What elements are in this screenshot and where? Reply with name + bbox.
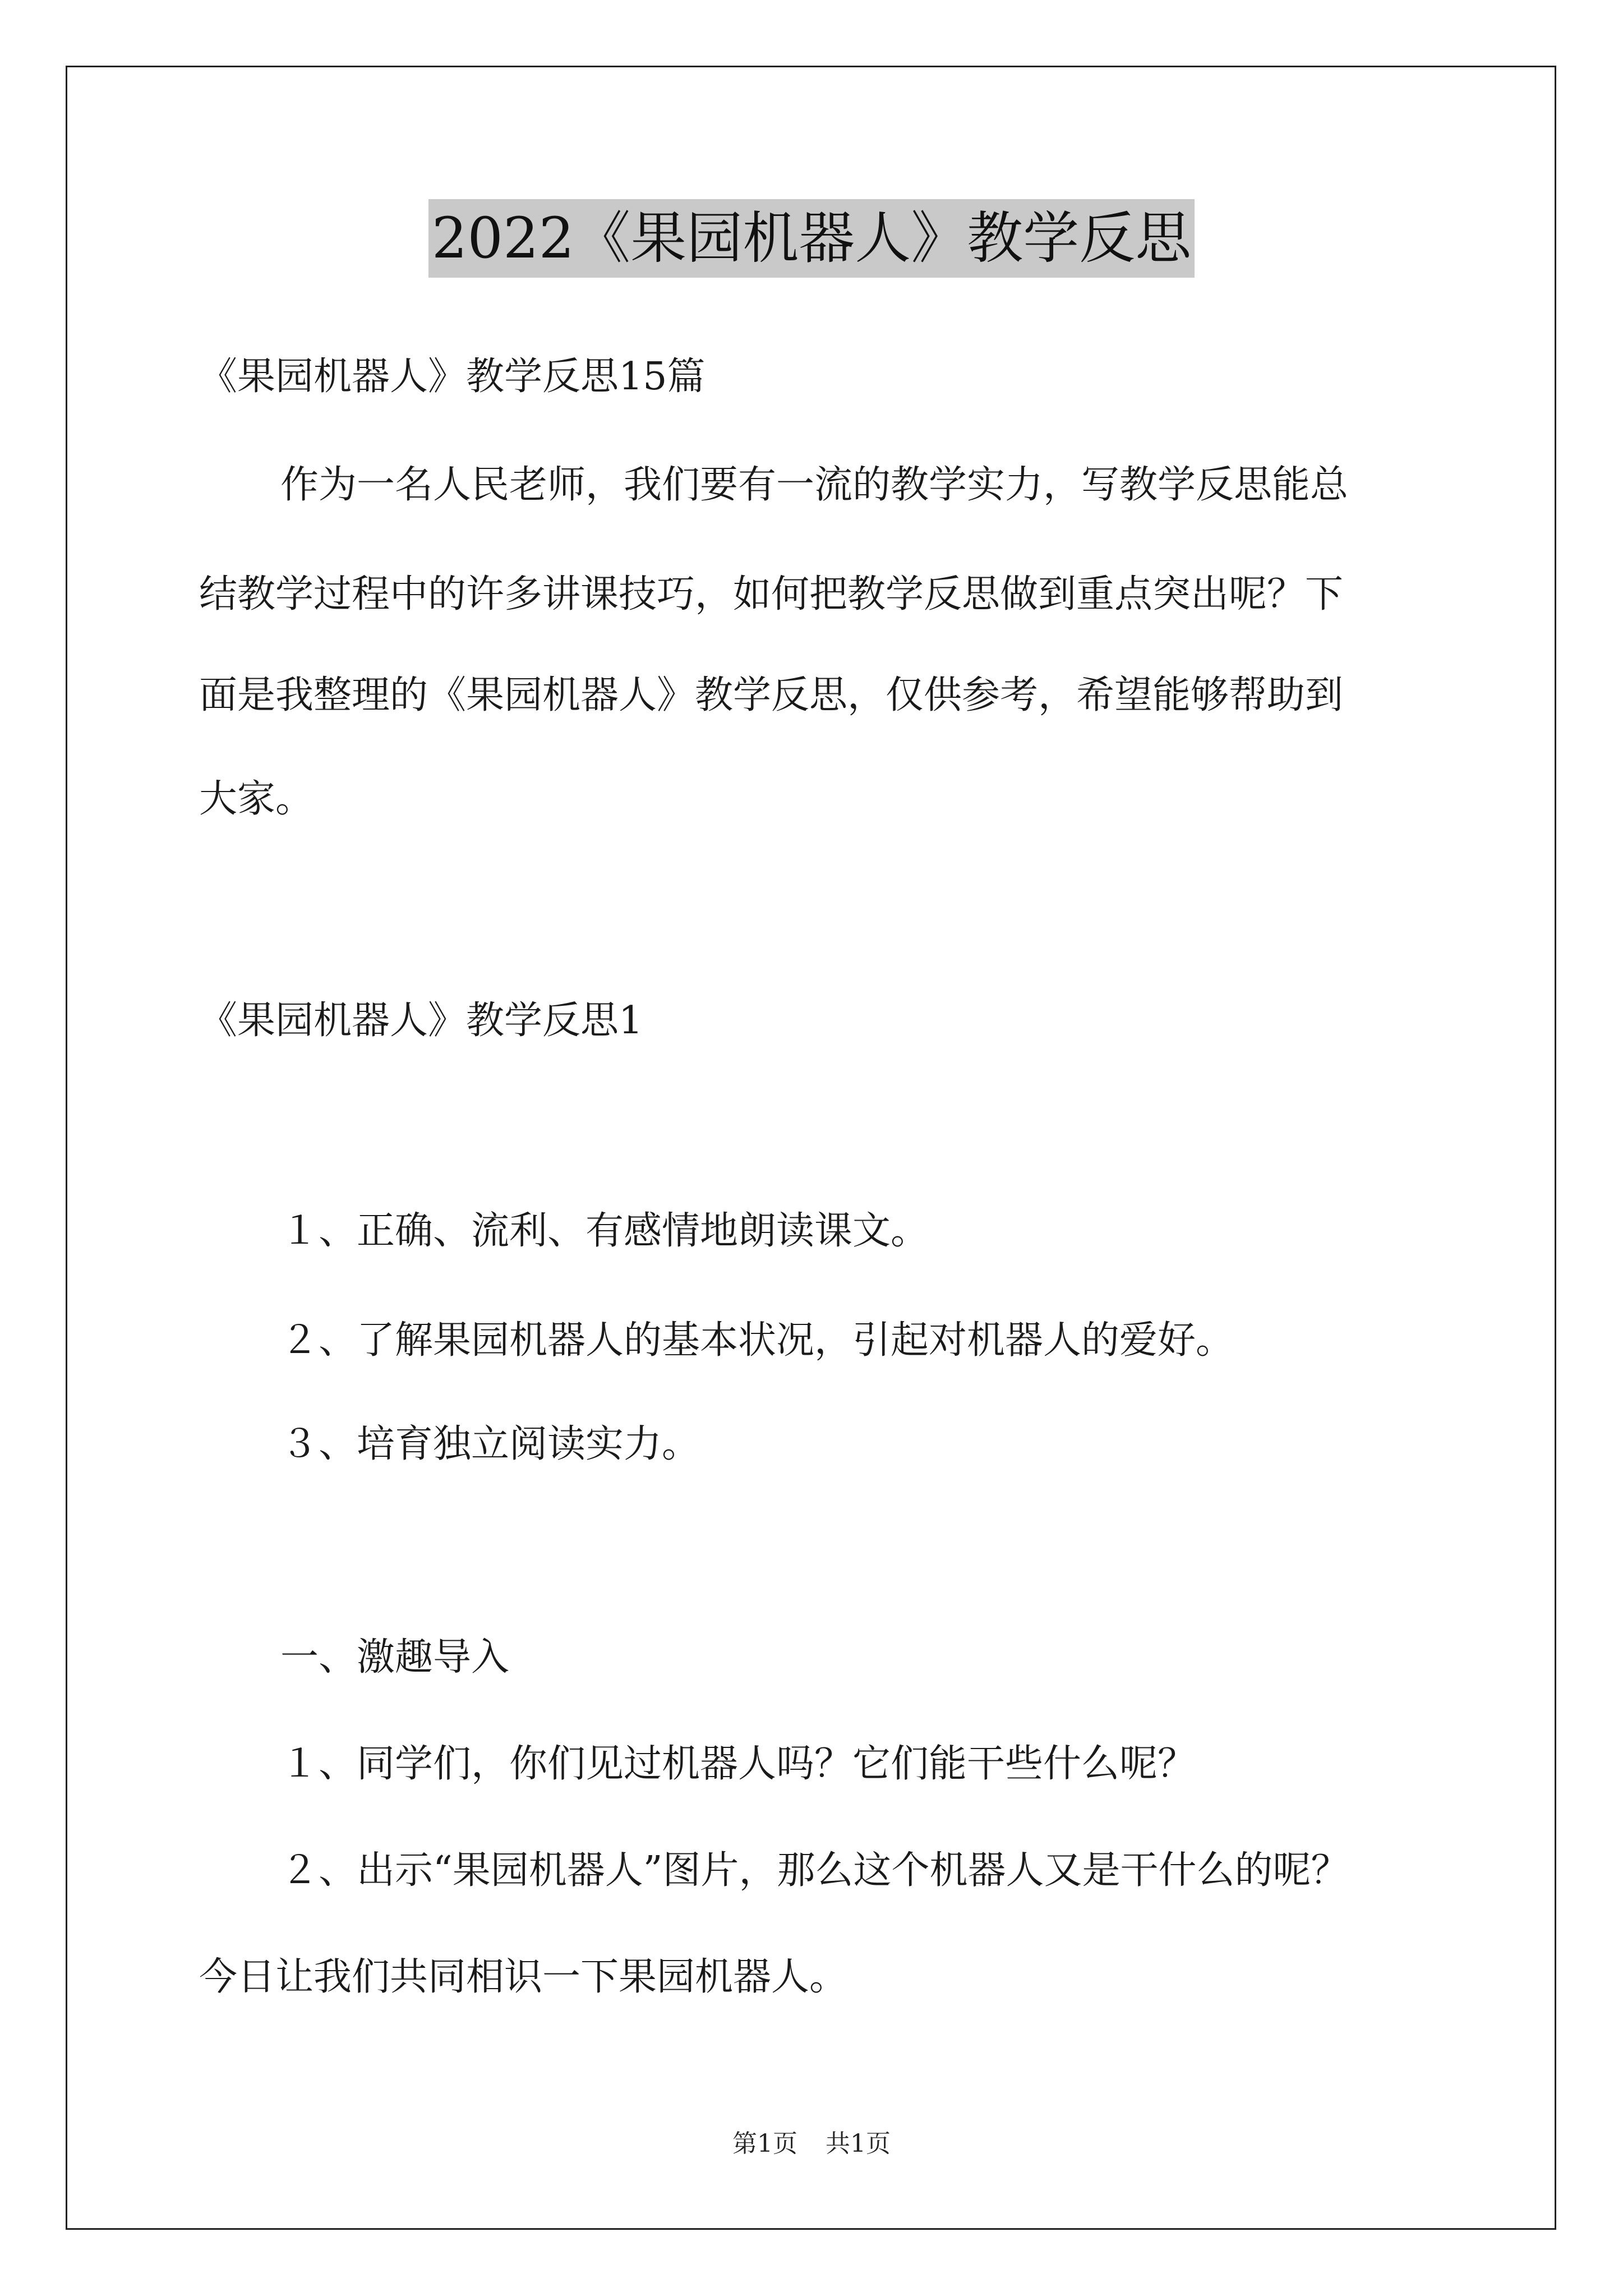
page-number-total: 共1页 (826, 2129, 891, 2158)
intro-line-1: 作为一名人民老师，我们要有一流的教学实力，写教学反思能总 (280, 463, 1349, 507)
document-subtitle: 《果园机器人》教学反思15篇 (199, 355, 706, 399)
document-title: 2022《果园机器人》教学反思 (428, 199, 1195, 278)
page-footer (0, 2127, 1623, 2161)
goal-item-1: １、正确、流利、有感情地朗读课文。 (280, 1209, 929, 1253)
page-number-current: 第1页 (732, 2129, 797, 2158)
goal-item-2: ２、了解果园机器人的基本状况，引起对机器人的爱好。 (280, 1318, 1234, 1363)
goal-item-3: ３、培育独立阅读实力。 (280, 1422, 700, 1466)
section-heading: 《果园机器人》教学反思1 (199, 999, 643, 1043)
title-container (0, 199, 1623, 278)
step-item-continuation: 今日让我们共同相识一下果园机器人。 (199, 1955, 848, 1999)
step-item-1: １、同学们，你们见过机器人吗？它们能干些什么呢？ (280, 1742, 1196, 1786)
step-item-2: ２、出示“果园机器人”图片，那么这个机器人又是干什么的呢？ (280, 1848, 1349, 1893)
intro-line-3: 面是我整理的《果园机器人》教学反思，仅供参考，希望能够帮助到 (199, 673, 1344, 717)
part-heading: 一、激趣导入 (280, 1635, 510, 1680)
intro-line-4: 大家。 (199, 777, 314, 821)
intro-line-2: 结教学过程中的许多讲课技巧，如何把教学反思做到重点突出呢？下 (199, 572, 1344, 616)
